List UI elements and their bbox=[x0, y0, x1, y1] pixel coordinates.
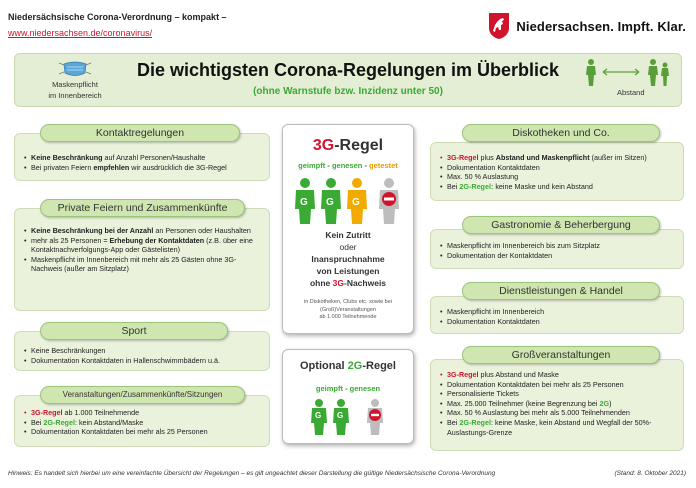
list-item: • Maskenpflicht im Innenbereich bbox=[440, 307, 680, 317]
list-item: • Maskenpflicht im Innenbereich bis zum Sitzplatz bbox=[440, 241, 680, 251]
footer-note: Hinweis: Es handelt sich hierbei um eine vereinfachte Übersicht der Regelungen – es gilt ungeachtet dieser Darstellung die gültige Niedersächsische Corona-Verordnung bbox=[8, 470, 496, 477]
heading-veranstaltungen: Veranstaltungen/Zusammenkünfte/Sitzungen bbox=[40, 386, 245, 404]
list-item: • Dokumentation Kontaktdaten bbox=[440, 317, 680, 327]
niedersachsen-horse-logo-icon bbox=[488, 12, 510, 40]
list-item: • Bei 2G-Regel: keine Maske und kein Abstand bbox=[440, 182, 680, 192]
3g-rule-title: 3G-Regel bbox=[312, 137, 384, 154]
website-link[interactable]: www.niedersachsen.de/coronavirus/ bbox=[8, 28, 153, 38]
list-item: • Maskenpflicht im Innenbereich mit mehr als 25 Gästen ohne 3G-Nachweis (außer am Sitzplatz) bbox=[24, 255, 260, 274]
heading-diskotheken: Diskotheken und Co. bbox=[462, 124, 660, 142]
distance-illustration bbox=[581, 58, 671, 104]
3g-rule-box bbox=[282, 124, 414, 334]
list-item: • Keine Beschränkung bei der Anzahl an Personen oder Haushalten bbox=[24, 226, 260, 236]
list-item: • mehr als 25 Personen = Erhebung der Kontaktdaten (z.B. über eine Kontaktnachverfolgungs-App oder Gästelisten) bbox=[24, 236, 260, 255]
mask-label-line2: im Innenbereich bbox=[48, 91, 102, 100]
list-item: • 3G-Regel plus Abstand und Maskenpflicht (außer im Sitzen) bbox=[440, 153, 680, 163]
list-item: • Dokumentation Kontaktdaten bei mehr als 25 Personen bbox=[440, 380, 680, 390]
2g-rule-title: Optional 2G-Regel bbox=[300, 360, 396, 372]
gastro-list bbox=[440, 241, 680, 260]
gross-list bbox=[440, 370, 680, 437]
heading-gastronomie: Gastronomie & Beherbergung bbox=[462, 216, 660, 234]
2g-rule-box bbox=[282, 349, 414, 444]
document-title: Niedersächsische Corona-Verordnung – kompakt – bbox=[8, 12, 227, 22]
3g-people-icons bbox=[293, 177, 405, 225]
title-banner bbox=[14, 53, 682, 107]
private-list bbox=[24, 226, 260, 274]
3g-rule-subtitle: geimpft - genesen - getestet bbox=[298, 161, 398, 170]
mask-requirement-label bbox=[45, 60, 105, 101]
list-item: • Max. 25.000 Teilnehmer (keine Begrenzung bei 2G) bbox=[440, 399, 680, 409]
brand bbox=[488, 12, 686, 40]
list-item: • Personalisierte Tickets bbox=[440, 389, 680, 399]
dienst-list bbox=[440, 307, 680, 326]
list-item: • 3G-Regel plus Abstand und Maske bbox=[440, 370, 680, 380]
main-heading: Die wichtigsten Corona-Regelungen im Überblick bbox=[136, 60, 560, 80]
3g-rule-scope: in Diskotheken, Clubs etc. sowie bei (Groß)Veranstaltungen ab 1.000 Teilnehmende bbox=[303, 299, 393, 320]
list-item: • Dokumentation Kontaktdaten bbox=[440, 163, 680, 173]
g-letter-1: G bbox=[300, 197, 308, 208]
list-item: • Dokumentation der Kontaktdaten bbox=[440, 251, 680, 261]
list-item: • Dokumentation Kontaktdaten in Hallenschwimmbädern u.ä. bbox=[24, 356, 264, 366]
main-subheading: (ohne Warnstufe bzw. Inzidenz unter 50) bbox=[253, 86, 443, 97]
g-letter-3: G bbox=[352, 197, 360, 208]
people-g-icon bbox=[293, 177, 405, 225]
mask-label-line1: Maskenpflicht bbox=[52, 80, 98, 89]
face-mask-icon bbox=[58, 60, 92, 78]
g-letter-1: G bbox=[315, 411, 322, 420]
list-item: • Bei privaten Feiern empfehlen wir ausdrücklich die 3G-Regel bbox=[24, 163, 264, 173]
g-letter-2: G bbox=[326, 197, 334, 208]
list-item: • Bei 2G-Regel: keine Maske, kein Abstand und Wegfall der 50%-Auslastungs-Grenze bbox=[440, 418, 680, 437]
2g-people-icons bbox=[309, 398, 389, 436]
brand-slogan: Niedersachsen. Impft. Klar. bbox=[516, 18, 686, 34]
heading-sport: Sport bbox=[40, 322, 228, 340]
sport-list bbox=[24, 346, 264, 365]
3g-rule-description: Kein Zutritt oder Inanspruchnahme von Leistungen ohne 3G-Nachweis bbox=[309, 230, 387, 288]
heading-private-feiern: Private Feiern und Zusammenkünfte bbox=[40, 199, 245, 217]
heading-grossveranstaltungen: Großveranstaltungen bbox=[462, 346, 660, 364]
list-item: • 3G-Regel ab 1.000 Teilnehmende bbox=[24, 408, 264, 418]
2g-rule-subtitle: geimpft - genesen bbox=[315, 384, 381, 393]
veranstaltungen-list bbox=[24, 408, 264, 437]
list-item: • Max. 50 % Auslastung bei mehr als 5.000 Teilnehmenden bbox=[440, 408, 680, 418]
kontakt-list bbox=[24, 153, 264, 172]
g-letter-2: G bbox=[337, 411, 344, 420]
heading-dienstleistungen: Dienstleistungen & Handel bbox=[462, 282, 660, 300]
people-distance-icon bbox=[581, 58, 671, 88]
list-item: • Bei 2G-Regel: kein Abstand/Maske bbox=[24, 418, 264, 428]
distance-label: Abstand bbox=[617, 88, 645, 97]
disko-list bbox=[440, 153, 680, 191]
list-item: • Keine Beschränkungen bbox=[24, 346, 264, 356]
footer-date: (Stand: 8. Oktober 2021) bbox=[614, 470, 686, 477]
list-item: • Max. 50 % Auslastung bbox=[440, 172, 680, 182]
list-item: • Dokumentation Kontaktdaten bei mehr als 25 Personen bbox=[24, 427, 264, 437]
list-item: • Keine Beschränkung auf Anzahl Personen/Haushalte bbox=[24, 153, 264, 163]
heading-kontaktregelungen: Kontaktregelungen bbox=[40, 124, 240, 142]
